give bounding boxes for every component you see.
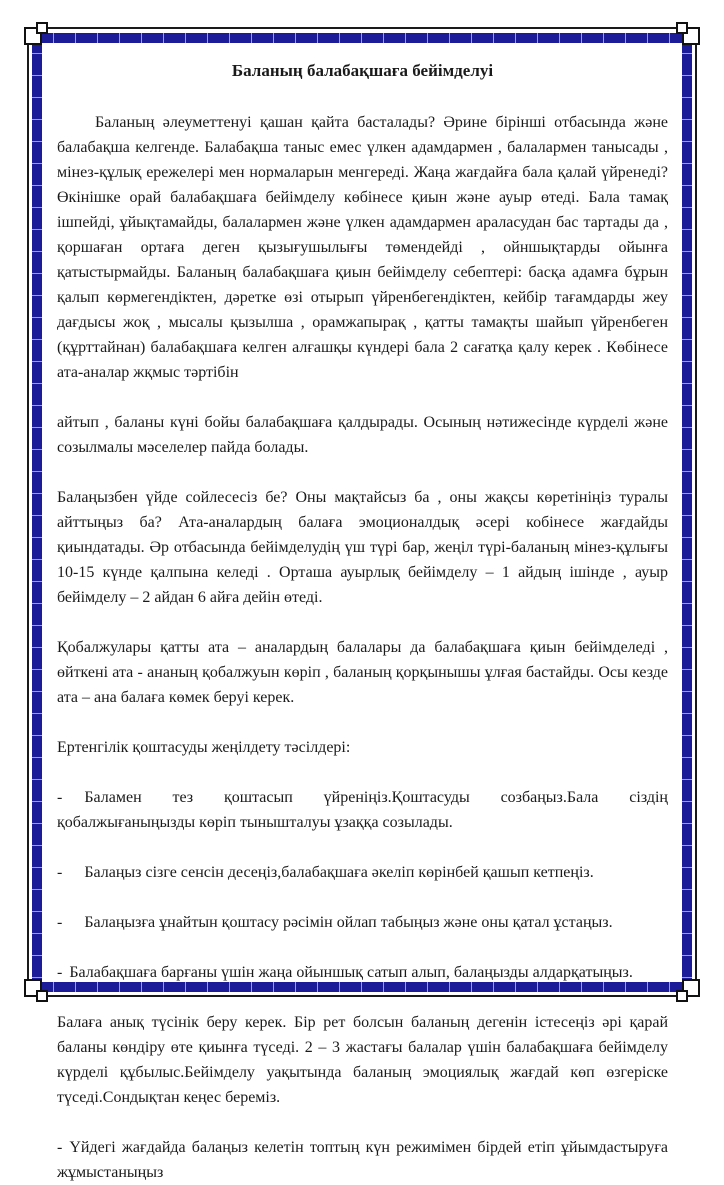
bullet-dash: - bbox=[57, 964, 63, 981]
bullet-dash: - bbox=[57, 864, 63, 881]
bullet-dash: - bbox=[57, 789, 63, 806]
bullet-item bbox=[57, 785, 668, 835]
document-title: Баланың балабақшаға бейімделуі bbox=[231, 61, 494, 80]
border-corner-ornament-top-right bbox=[676, 22, 688, 34]
border-corner-ornament-bottom-right bbox=[676, 990, 688, 1002]
bullet-item bbox=[57, 860, 668, 885]
bullet-item bbox=[57, 910, 668, 935]
paragraph-worry: Қобалжулары қатты ата – аналардың балалары да балабақшаға қиын бейімделеді , өйткені ата - ананың қобалжуын көріп , баланың қорқынышы ұлғая бастайды. Осы кезде ата – ана балаға көмек беруі керек. bbox=[57, 639, 668, 706]
bullet-text: Балаңызға ұнайтын қоштасу рәсімін ойлап табыңыз және оны қатал ұстаңыз. bbox=[84, 914, 613, 931]
bullet-dash: - bbox=[57, 1139, 63, 1156]
page-border-band-right bbox=[682, 32, 692, 992]
bullet-text: Балабақшаға барғаны үшін жаңа ойыншық сатып алып, балаңызды алдарқатыңыз. bbox=[69, 964, 633, 981]
paragraph-intro: Баланың әлеуметтенуі қашан қайта басталады? Әрине бірінші отбасында және балабақша келгенде. Балабақша таныс емес үлкен адамдармен , балалармен танысады , мінез-құлық ережелері мен нормаларын менгереді. Жаңа жағдайға бала қалай үйренеді? Өкінішке орай балабақшаға бейімделу көбінесе қиын және ауыр өтеді. Бала тамақ ішпейді, ұйықтамайды, балалармен және үлкен адамдармен араласудан бас тартады да , қоршаған ортаға деген қызығушылығы төмендейді , ойншықтарды ойынға қатыстырмайды. Баланың балабақшаға қиын бейімделу себептері: басқа адамға бұрын қалып көрмегендіктен, дәретке өзі отырып үйренбегендіктен, кейбір тағамдарды жеу дағдысы жоқ , мысалы қызылша , орамжапырақ , қатты тамақты шайып үйренбеген (құрттайнан) балабақшаға келген алғашқы күндері бала 2 сағатқа қалу керек . Көбінесе ата-аналар жқмыс тәртібін bbox=[57, 114, 668, 381]
bullet-item bbox=[57, 960, 668, 985]
farewell-heading: Ертенгілік қоштасуды жеңілдету тәсілдері: bbox=[57, 739, 351, 756]
paragraph-clarity: Балаға анық түсінік беру керек. Бір рет болсын баланың дегенін істесеңіз әрі қарай баланы көндіру өте қиынға түседі. 2 – 3 жастағы балалар үшін балабақшаға бейімделу күрделі құбылыс.Бейімделу уақытында баланың эмоциялық жағдай көп өзгеріске түседі.Сондықтан кеңес береміз. bbox=[57, 1014, 668, 1106]
bullet-text: Үйдегі жағдайда балаңыз келетін топтың күн режимімен бірдей етіп ұйымдастыруға жұмыстаныңыз bbox=[57, 1139, 668, 1181]
bullet-item bbox=[57, 1135, 668, 1185]
page-border-band-left bbox=[32, 32, 42, 992]
border-corner-ornament-bottom-left bbox=[36, 990, 48, 1002]
page-border-band-top bbox=[32, 33, 692, 43]
bullet-text: Балаңыз сізге сенсін десеңіз,балабақшаға әкеліп көрінбей қашып кетпеңіз. bbox=[84, 864, 594, 881]
paragraph-continuation: айтып , баланы күні бойы балабақшаға қалдырады. Осының нәтижесінде күрделі және созылмалы мәселелер пайда болады. bbox=[57, 414, 668, 456]
bullet-dash: - bbox=[57, 914, 63, 931]
bullet-text: Баламен тез қоштасып үйреніңіз.Қоштасуды созбаңыз.Бала сіздің қобалжығаныңызды көріп тынышталуы ұзаққа созылады. bbox=[57, 789, 668, 831]
document-content bbox=[57, 58, 668, 1185]
paragraph-talk: Балаңызбен үйде сойлесесіз бе? Оны мақтайсыз ба , оны жақсы көретініңіз туралы айттыңыз ба? Ата-аналардың балаға эмоционалдық әсері кобінесе жағдайды қиындатады. Әр отбасында бейімделудің үш түрі бар, жеңіл түрі-баланың мінез-құлығы 10-15 күнде қалпына келеді . Орташа ауырлық бейімделу – 1 айдың ішінде , ауыр бейімделу – 2 айдан 6 айға дейін өтеді. bbox=[57, 489, 668, 606]
border-corner-ornament-top-left bbox=[36, 22, 48, 34]
